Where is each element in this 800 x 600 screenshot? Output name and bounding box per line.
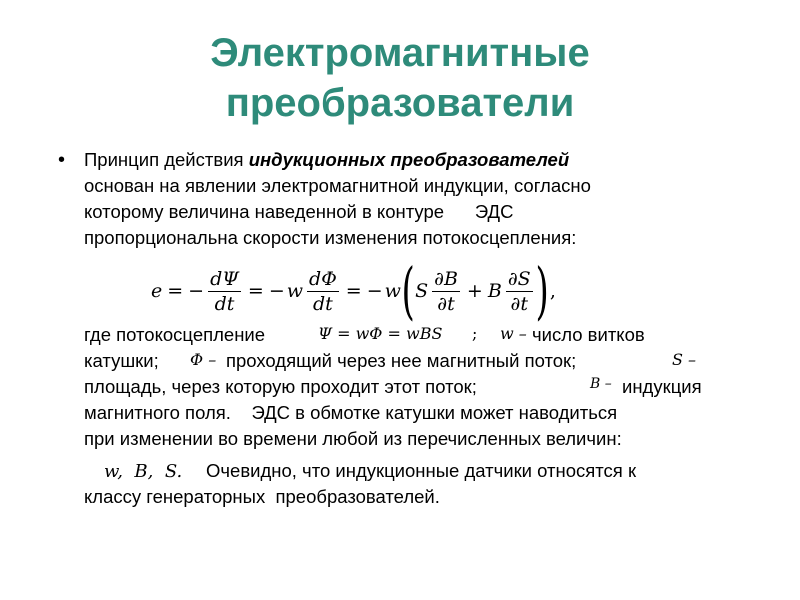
para2-line-1-suffix: число витков [532, 324, 645, 345]
formula-s-1: S [415, 280, 429, 302]
para1-line-1-prefix: Принцип действия [84, 149, 249, 170]
title-line-1: Электромагнитные [210, 31, 590, 75]
phi-expression: Φ – [190, 350, 217, 369]
para2-line-1-prefix: где потокосцепление [84, 324, 266, 345]
para2-line-2-prefix: катушки; [84, 350, 159, 371]
formula-b-1: B [487, 280, 502, 302]
formula-right-paren: ) [535, 254, 549, 327]
formula-minus-3: − [366, 280, 383, 302]
psi-semicolon: ; [472, 324, 478, 343]
formula-eq-3: = [345, 280, 362, 302]
para1-emphasis: индукционных преобразователей [248, 149, 570, 170]
psi-expression: Ψ = wΦ = wBS [318, 324, 443, 343]
title-line-2: преобразователи [225, 81, 575, 125]
fraction-dpsi-num: dΨ [210, 267, 239, 290]
para2-line-3-suffix: индукция [622, 376, 702, 397]
fraction-ds-dt [506, 267, 533, 316]
para2-line-5: при изменении во времени любой из перечисленных величин: [84, 428, 622, 449]
b-expression: B – [590, 376, 612, 392]
fraction-dphi-den: dt [313, 292, 333, 315]
formula-minus-1: − [188, 280, 205, 302]
para2-line-4: магнитного поля. ЭДС в обмотке катушки может наводиться [84, 402, 618, 423]
para2-line-6-suffix: Очевидно, что индукционные датчики относятся к [206, 460, 637, 481]
formula-comma: , [549, 280, 556, 302]
para1-line-3: которому величина наведенной в контуре ЭДС [84, 201, 514, 222]
para2-line-2-suffix: проходящий через нее магнитный поток; [226, 350, 577, 371]
formula-e: e [151, 280, 163, 302]
fraction-dpsi-den: dt [214, 292, 235, 315]
fraction-db-dt [432, 267, 460, 316]
para1-line-1 [84, 147, 569, 172]
fraction-dpsi-dt [208, 267, 241, 316]
formula-eq-2: = [247, 280, 264, 302]
fraction-db-num: ∂B [434, 267, 458, 290]
slide-title [0, 28, 800, 128]
fraction-dphi-dt [307, 267, 339, 316]
formula-plus: + [466, 280, 483, 302]
formula-w-1: w [286, 280, 304, 302]
s-expression: S – [672, 350, 697, 369]
fraction-dphi-num: dΦ [309, 267, 337, 290]
para1-line-4: пропорциональна скорости изменения потокосцепления: [84, 227, 577, 248]
fraction-ds-num: ∂S [507, 267, 531, 290]
emf-formula [150, 256, 556, 326]
bullet-marker: • [58, 149, 66, 171]
vars-expression: w, B, S. [104, 461, 183, 482]
formula-minus-2: − [268, 280, 285, 302]
para2-line-3-prefix: площадь, через которую проходит этот поток; [84, 376, 477, 397]
formula-left-paren: ( [401, 254, 415, 327]
fraction-db-den: ∂t [437, 292, 455, 315]
formula-w-2: w [384, 280, 401, 302]
formula-eq-1: = [167, 280, 184, 302]
w-expression: w – [500, 324, 527, 343]
fraction-ds-den: ∂t [510, 292, 528, 315]
para2-line-7: классу генераторных преобразователей. [84, 486, 440, 507]
para1-line-2: основан на явлении электромагнитной индукции, согласно [84, 175, 591, 196]
